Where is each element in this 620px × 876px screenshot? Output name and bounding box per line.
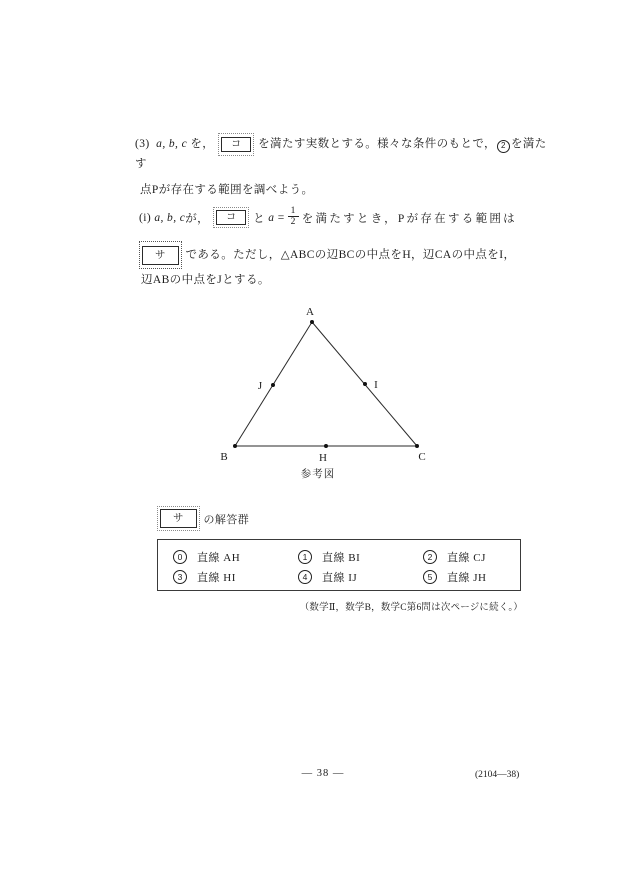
option-1-number: 1 (302, 551, 308, 562)
answer-group-header (157, 506, 249, 531)
option-1 (298, 547, 423, 567)
point-labels (220, 306, 425, 464)
problem-3-text-1: を， (187, 138, 215, 151)
option-1-label: 直線 BI (322, 552, 361, 564)
item-i-line-2 (139, 241, 559, 269)
item-i-text-1: が， (185, 212, 210, 225)
option-5-number: 5 (427, 571, 433, 582)
option-3 (173, 567, 298, 587)
option-2 (423, 547, 520, 567)
circled-3-icon (173, 570, 187, 584)
triangle-edges (235, 322, 417, 446)
item-i-text-4: である。ただし，△ABCの辺BCの中点をH，辺CAの中点をI， (185, 249, 516, 261)
vertex-A-dot (310, 320, 314, 324)
answer-group-suffix: の解答群 (203, 513, 250, 526)
label-J: J (257, 380, 263, 392)
vertex-C-dot (415, 444, 419, 448)
equals-sign: = (277, 211, 285, 224)
problem-3-line-1 (135, 133, 547, 173)
label-H: H (319, 452, 327, 464)
option-4-number: 4 (302, 571, 308, 582)
reference-figure (210, 303, 440, 463)
item-i-line-1 (139, 203, 559, 232)
figure-caption: 参考図 (300, 469, 336, 480)
label-A: A (306, 306, 314, 318)
fraction-one-half (288, 206, 299, 228)
answer-box-sa (157, 506, 200, 531)
answer-box-ko (218, 133, 254, 156)
problem-3-text-3: を満たす (135, 138, 547, 170)
circled-0-icon (173, 550, 187, 564)
answer-box-ko (213, 207, 249, 228)
item-i-text-2: と (253, 212, 265, 225)
item-i-line-3: 辺ABの中点をJとする。 (141, 274, 270, 286)
option-2-number: 2 (427, 551, 433, 562)
variable-a: a (268, 211, 275, 224)
answer-options-box (157, 539, 521, 591)
option-5-label: 直線 JH (447, 572, 487, 584)
fraction-denominator: 2 (288, 216, 299, 228)
page-number: — 38 — (301, 768, 345, 779)
answer-box-ko-label: コ (216, 210, 246, 225)
option-4-label: 直線 IJ (322, 572, 358, 584)
option-0-label: 直線 AH (197, 552, 241, 564)
circled-2-icon (423, 550, 437, 564)
midpoint-J-dot (271, 383, 275, 387)
answer-box-sa (139, 241, 182, 269)
problem-3-text-2: を満たす実数とする。様々な条件のもとで， (258, 138, 496, 151)
answer-box-sa-label: サ (160, 509, 197, 528)
vertex-B-dot (233, 444, 237, 448)
option-0-number: 0 (177, 551, 183, 562)
item-i-paragraph (139, 203, 559, 288)
option-3-label: 直線 HI (197, 572, 236, 584)
circled-1-icon (298, 550, 312, 564)
label-I: I (374, 379, 378, 391)
circled-5-icon (423, 570, 437, 584)
label-B: B (220, 451, 228, 463)
problem-3-line-2: 点Pが存在する範囲を調べよう。 (140, 184, 314, 196)
circled-2-reference-number: 2 (501, 141, 506, 151)
item-i-marker: (i) (139, 211, 152, 224)
problem-3-paragraph (135, 133, 547, 199)
label-C: C (418, 451, 426, 463)
option-3-number: 3 (177, 571, 183, 582)
fraction-numerator: 1 (290, 205, 296, 216)
problem-3-marker: (3) (135, 138, 150, 151)
option-2-label: 直線 CJ (447, 552, 486, 564)
midpoint-H-dot (324, 444, 328, 448)
answer-box-sa-label: サ (142, 246, 179, 265)
circled-4-icon (298, 570, 312, 584)
item-i-text-3: を満たすとき，Pが存在する範囲は (301, 212, 517, 225)
document-code: (2104—38) (475, 770, 520, 780)
triangle-diagram-svg (210, 303, 440, 468)
continuation-note: （数学Ⅱ，数学B，数学C第6問は次ページに続く。） (299, 603, 523, 613)
option-5 (423, 567, 520, 587)
variables-abc: a, b, c (156, 138, 188, 151)
variables-abc: a, b, c (154, 211, 186, 224)
option-0 (173, 547, 298, 567)
option-4 (298, 567, 423, 587)
answer-box-ko-label: コ (221, 137, 251, 152)
circled-2-reference-icon (497, 140, 510, 153)
midpoint-I-dot (363, 382, 367, 386)
